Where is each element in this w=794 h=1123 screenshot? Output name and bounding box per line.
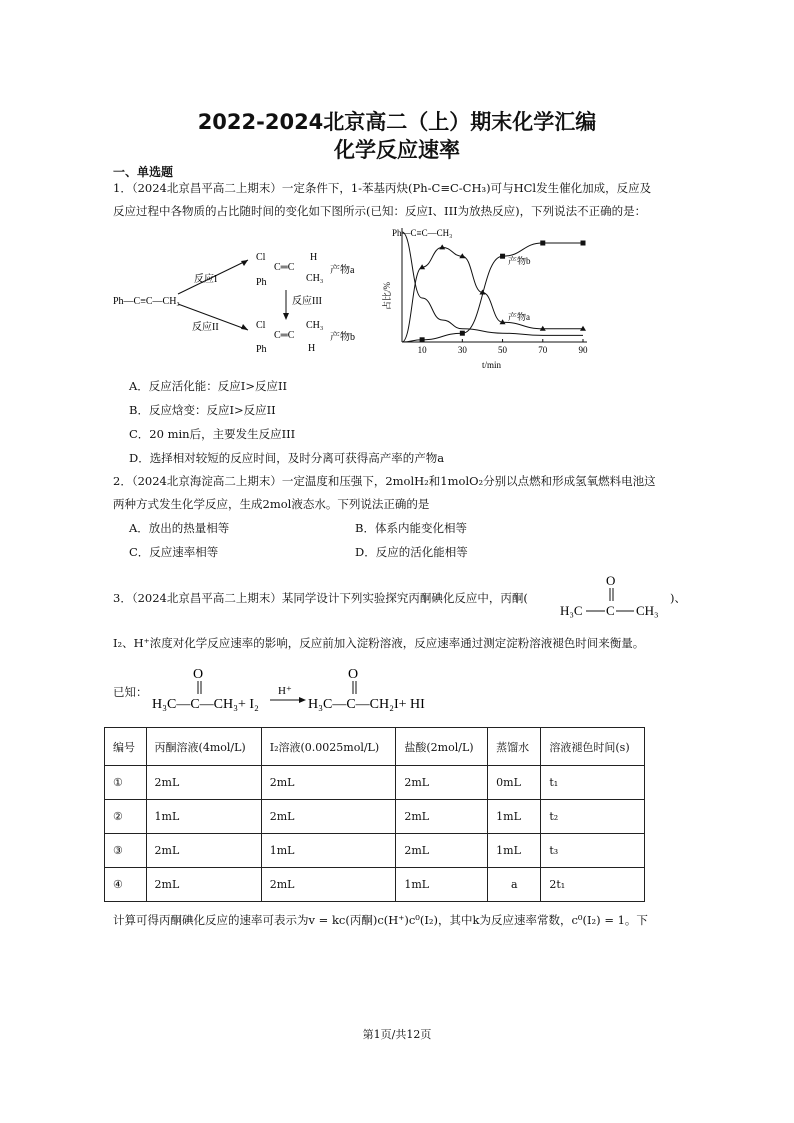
table-cell: ①	[105, 766, 147, 800]
col-header: 丙酮溶液(4mol/L)	[146, 728, 261, 766]
chart-point-triangle	[580, 326, 586, 331]
scheme-b-eq: C═C	[274, 330, 295, 341]
table-cell: 1mL	[261, 834, 396, 868]
scheme-a-eq: C═C	[274, 262, 295, 273]
table-row	[105, 766, 645, 800]
chart-point-triangle	[439, 244, 445, 249]
scheme-a-ph: Ph	[256, 277, 267, 288]
chart-x-tick-label: 90	[578, 345, 588, 355]
q2-option-a: A．放出的热量相等	[129, 521, 230, 535]
page-subtitle: 化学反应速率	[334, 138, 460, 162]
chart-label-prod-b: 产物b	[508, 256, 531, 266]
experiment-table	[104, 727, 645, 902]
table-cell: ④	[105, 868, 147, 902]
table-cell: ②	[105, 800, 147, 834]
chart-series-line	[402, 247, 583, 342]
q2-line1: 2．（2024北京海淀高二上期末）一定温度和压强下，2molH₂和1molO₂分别以点燃和形成氢氧燃料电池这	[113, 474, 656, 488]
q3-line2: I₂、H⁺浓度对化学反应速率的影响，反应前加入淀粉溶液，反应速率通过测定淀粉溶液褪色时间来衡量。	[113, 636, 645, 650]
chart-x-tick-label: 10	[417, 345, 427, 355]
q3-line1-end: )、	[670, 591, 686, 605]
chart-point-square	[420, 337, 425, 342]
table-cell: 1mL	[488, 834, 541, 868]
table-cell: t₂	[541, 800, 645, 834]
col-header: 盐酸(2mol/L)	[396, 728, 488, 766]
chart-x-tick-label: 50	[498, 345, 508, 355]
table-header-row	[105, 728, 645, 766]
col-header: 蒸馏水	[488, 728, 541, 766]
scheme-a-cl: Cl	[256, 252, 266, 263]
chart-xlabel: t/min	[482, 360, 502, 370]
scheme-b-ch3: CH₃	[306, 320, 324, 331]
table-cell: 1mL	[146, 800, 261, 834]
eq-catalyst: H⁺	[278, 685, 292, 697]
table-cell: 2mL	[396, 766, 488, 800]
table-cell: 2t₁	[541, 868, 645, 902]
scheme-b-h: H	[308, 343, 316, 354]
q1-option-c: C．20 min后，主要发生反应III	[129, 427, 296, 441]
section-heading: 一、单选题	[113, 165, 174, 179]
table-cell: t₃	[541, 834, 645, 868]
col-header: 编号	[105, 728, 147, 766]
scheme-a-ch3: CH₃	[306, 273, 324, 284]
chart-point-square	[581, 241, 586, 246]
page-title: 2022-2024北京高二（上）期末化学汇编	[197, 110, 597, 134]
chart-label-reactant: Ph—C≡C—CH₃	[392, 228, 453, 238]
table-cell: 2mL	[261, 800, 396, 834]
table-row	[105, 800, 645, 834]
table-cell: 2mL	[396, 800, 488, 834]
q1-option-b: B．反应焓变：反应I>反应II	[129, 403, 276, 417]
eq-left-o: O	[193, 667, 204, 682]
page-footer: 第1页/共12页	[362, 1028, 432, 1041]
eq-right-o: O	[348, 667, 359, 682]
q1-chart	[378, 224, 593, 374]
q2-option-c: C．反应速率相等	[129, 545, 219, 559]
eq-right-text: H₃C—C—CH₂I+ HI	[308, 697, 425, 712]
eq-left-text: H₃C—C—CH₃+ I₂	[152, 697, 259, 712]
table-cell: 2mL	[261, 766, 396, 800]
table-cell: ③	[105, 834, 147, 868]
q1-line1: 1．（2024北京昌平高二上期末）一定条件下，1-苯基丙炔(Ph-C≡C-CH₃)可与HCl发生催化加成，反应及	[113, 181, 652, 195]
col-header: 溶液褪色时间(s)	[541, 728, 645, 766]
chart-point-square	[460, 331, 465, 336]
table-cell: 2mL	[146, 766, 261, 800]
q1-option-d: D．选择相对较短的反应时间，及时分离可获得高产率的产物a	[129, 451, 445, 465]
scheme-prod-b: 产物b	[330, 332, 355, 343]
iodination-equation	[148, 664, 468, 714]
chart-label-prod-a: 产物a	[508, 312, 530, 322]
table-cell: t₁	[541, 766, 645, 800]
chart-point-square	[540, 241, 545, 246]
scheme-a-h: H	[310, 252, 318, 263]
scheme-rxn1: 反应I	[194, 274, 218, 285]
col-header: I₂溶液(0.0025mol/L)	[261, 728, 396, 766]
scheme-reactant: Ph—C≡C—CH₃	[113, 296, 180, 307]
q3-line1: 3．（2024北京昌平高二上期末）某同学设计下列实验探究丙酮碘化反应中，丙酮(	[113, 591, 528, 605]
scheme-b-ph: Ph	[256, 344, 267, 355]
table-cell: 1mL	[396, 868, 488, 902]
reaction-scheme	[108, 218, 368, 358]
acetone-h3c: H₃C	[560, 603, 583, 618]
q2-option-b: B．体系内能变化相等	[355, 521, 467, 535]
acetone-structure	[558, 571, 672, 623]
table-cell: 0mL	[488, 766, 541, 800]
chart-series-line	[402, 243, 583, 342]
q2-line2: 两种方式发生化学反应，生成2mol液态水。下列说法正确的是	[113, 497, 430, 511]
table-cell: 2mL	[261, 868, 396, 902]
table-cell: 2mL	[146, 868, 261, 902]
acetone-ch3: CH₃	[636, 603, 659, 618]
table-cell: a	[488, 868, 541, 902]
q3-rate-text: 计算可得丙酮碘化反应的速率可表示为v = kc(丙酮)c(H⁺)c⁰(I₂)，其中k为反应速率常数，c⁰(I₂) = 1。下	[113, 913, 648, 927]
q1-option-a: A．反应活化能：反应I>反应II	[129, 379, 288, 393]
q1-line2: 反应过程中各物质的占比随时间的变化如下图所示(已知：反应I、III为放热反应)，下列说法不正确的是：	[113, 204, 647, 218]
table-cell: 2mL	[396, 834, 488, 868]
scheme-rxn2: 反应II	[192, 322, 219, 333]
q2-option-d: D．反应的活化能相等	[355, 545, 468, 559]
table-row	[105, 868, 645, 902]
scheme-prod-a: 产物a	[330, 265, 355, 276]
acetone-o: O	[606, 573, 616, 588]
chart-point-square	[500, 254, 505, 259]
scheme-b-cl: Cl	[256, 320, 266, 331]
chart-x-tick-label: 30	[457, 345, 467, 355]
q3-known-label: 已知：	[113, 685, 148, 699]
scheme-rxn3: 反应III	[292, 296, 322, 307]
acetone-c: C	[606, 603, 615, 618]
table-cell: 1mL	[488, 800, 541, 834]
table-cell: 2mL	[146, 834, 261, 868]
chart-x-tick-label: 70	[538, 345, 548, 355]
chart-ylabel: 占比/%	[382, 282, 392, 310]
chart-series-line	[402, 232, 583, 335]
table-row	[105, 834, 645, 868]
